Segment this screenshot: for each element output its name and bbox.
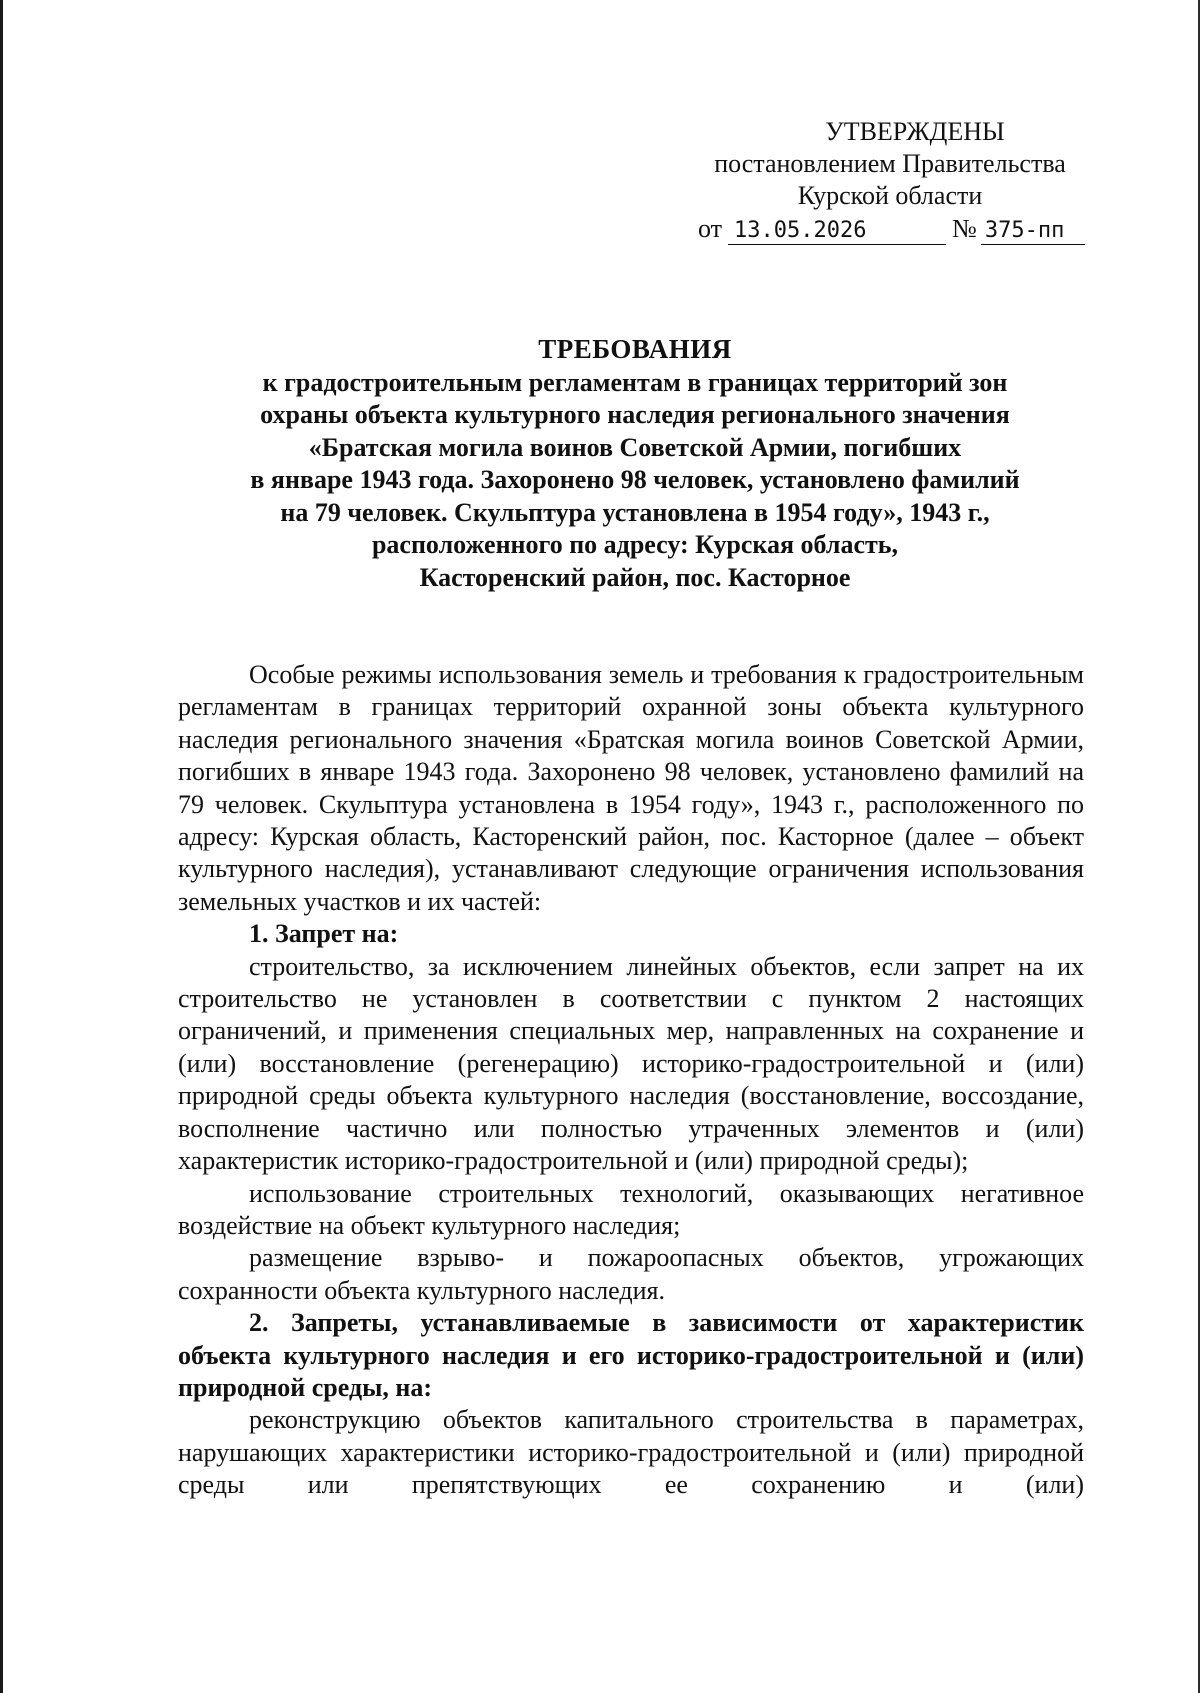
section-1-item: использование строительных технологий, оказывающих негативное воздействие на объект культурного наследия; [178,1178,1084,1240]
section-2-heading: 2. Запреты, устанавливаемые в зависимости от характеристик объекта культурного наследия и его историко-градостроительной и (или) природной среды, на: [178,1308,1084,1402]
number-label: № [952,214,977,243]
heading-line: в январе 1943 года. Захоронено 98 человек, установлено фамилий [250,465,1020,494]
section-1-heading: 1. Запрет на: [249,919,399,949]
heading-line: на 79 человек. Скульптура установлена в 1954 году», 1943 г., [280,497,990,527]
approval-block [690,116,1090,245]
document-heading [175,333,1095,594]
section-1-item: строительство, за исключением линейных объектов, если запрет на их строительство не установлен в соответствии с пунктом 2 настоящих ограничений, и применения специальных мер, направленных на сохранение и (или) восстановление (регенерацию) историко-градостроительной и (или) природной среды объекта культурного наследия (восстановление, воссоздание, восполнение частично или полностью утраченных элементов и (или) характеристик историко-градостроительной и (или) природной среды); [178,951,1084,1176]
approval-date-number-row [690,213,1090,245]
document-body [178,659,1084,1502]
approval-title: УТВЕРЖДЕНЫ [825,117,1005,146]
section-2-item: реконструкцию объектов капитального строительства в параметрах, нарушающих характеристики историко-градостроительной и (или) природной среды или препятствующих ее сохранению и (или) [178,1405,1084,1500]
heading-line: расположенного по адресу: Курская область, [371,530,899,559]
scan-edge-left [0,0,3,1693]
approval-line-2: Курской области [797,181,983,210]
heading-line: к градостроительным регламентам в границах территорий зон [262,367,1008,397]
heading-line: Касторенский район, пос. Касторное [419,562,851,592]
heading-line: «Братская могила воинов Советской Армии, погибших [308,432,962,462]
intro-paragraph: Особые режимы использования земель и требования к градостроительным регламентам в границах территорий охранной зоны объекта культурного наследия регионального значения «Братская могила воинов Советской Армии, погибших в январе 1943 года. Захоронено 98 человек, установлено фамилий на 79 человек. Скульптура установлена в 1954 году», 1943 г., расположенного по адресу: Курская область, Касторенский район, пос. Касторное (далее – объект культурного наследия), устанавливают следующие ограничения использования земельных участков и их частей: [178,660,1084,916]
document-title: ТРЕБОВАНИЯ [538,334,732,364]
approval-line-1: постановлением Правительства [714,149,1066,178]
approval-number: 375-пп [981,218,1085,245]
date-prefix: от [698,214,723,243]
approval-date: 13.05.2026 [728,218,946,245]
heading-line: охраны объекта культурного наследия регионального значения [260,400,1010,429]
section-1-item: размещение взрыво- и пожароопасных объектов, угрожающих сохранности объекта культурного наследия. [178,1243,1084,1305]
